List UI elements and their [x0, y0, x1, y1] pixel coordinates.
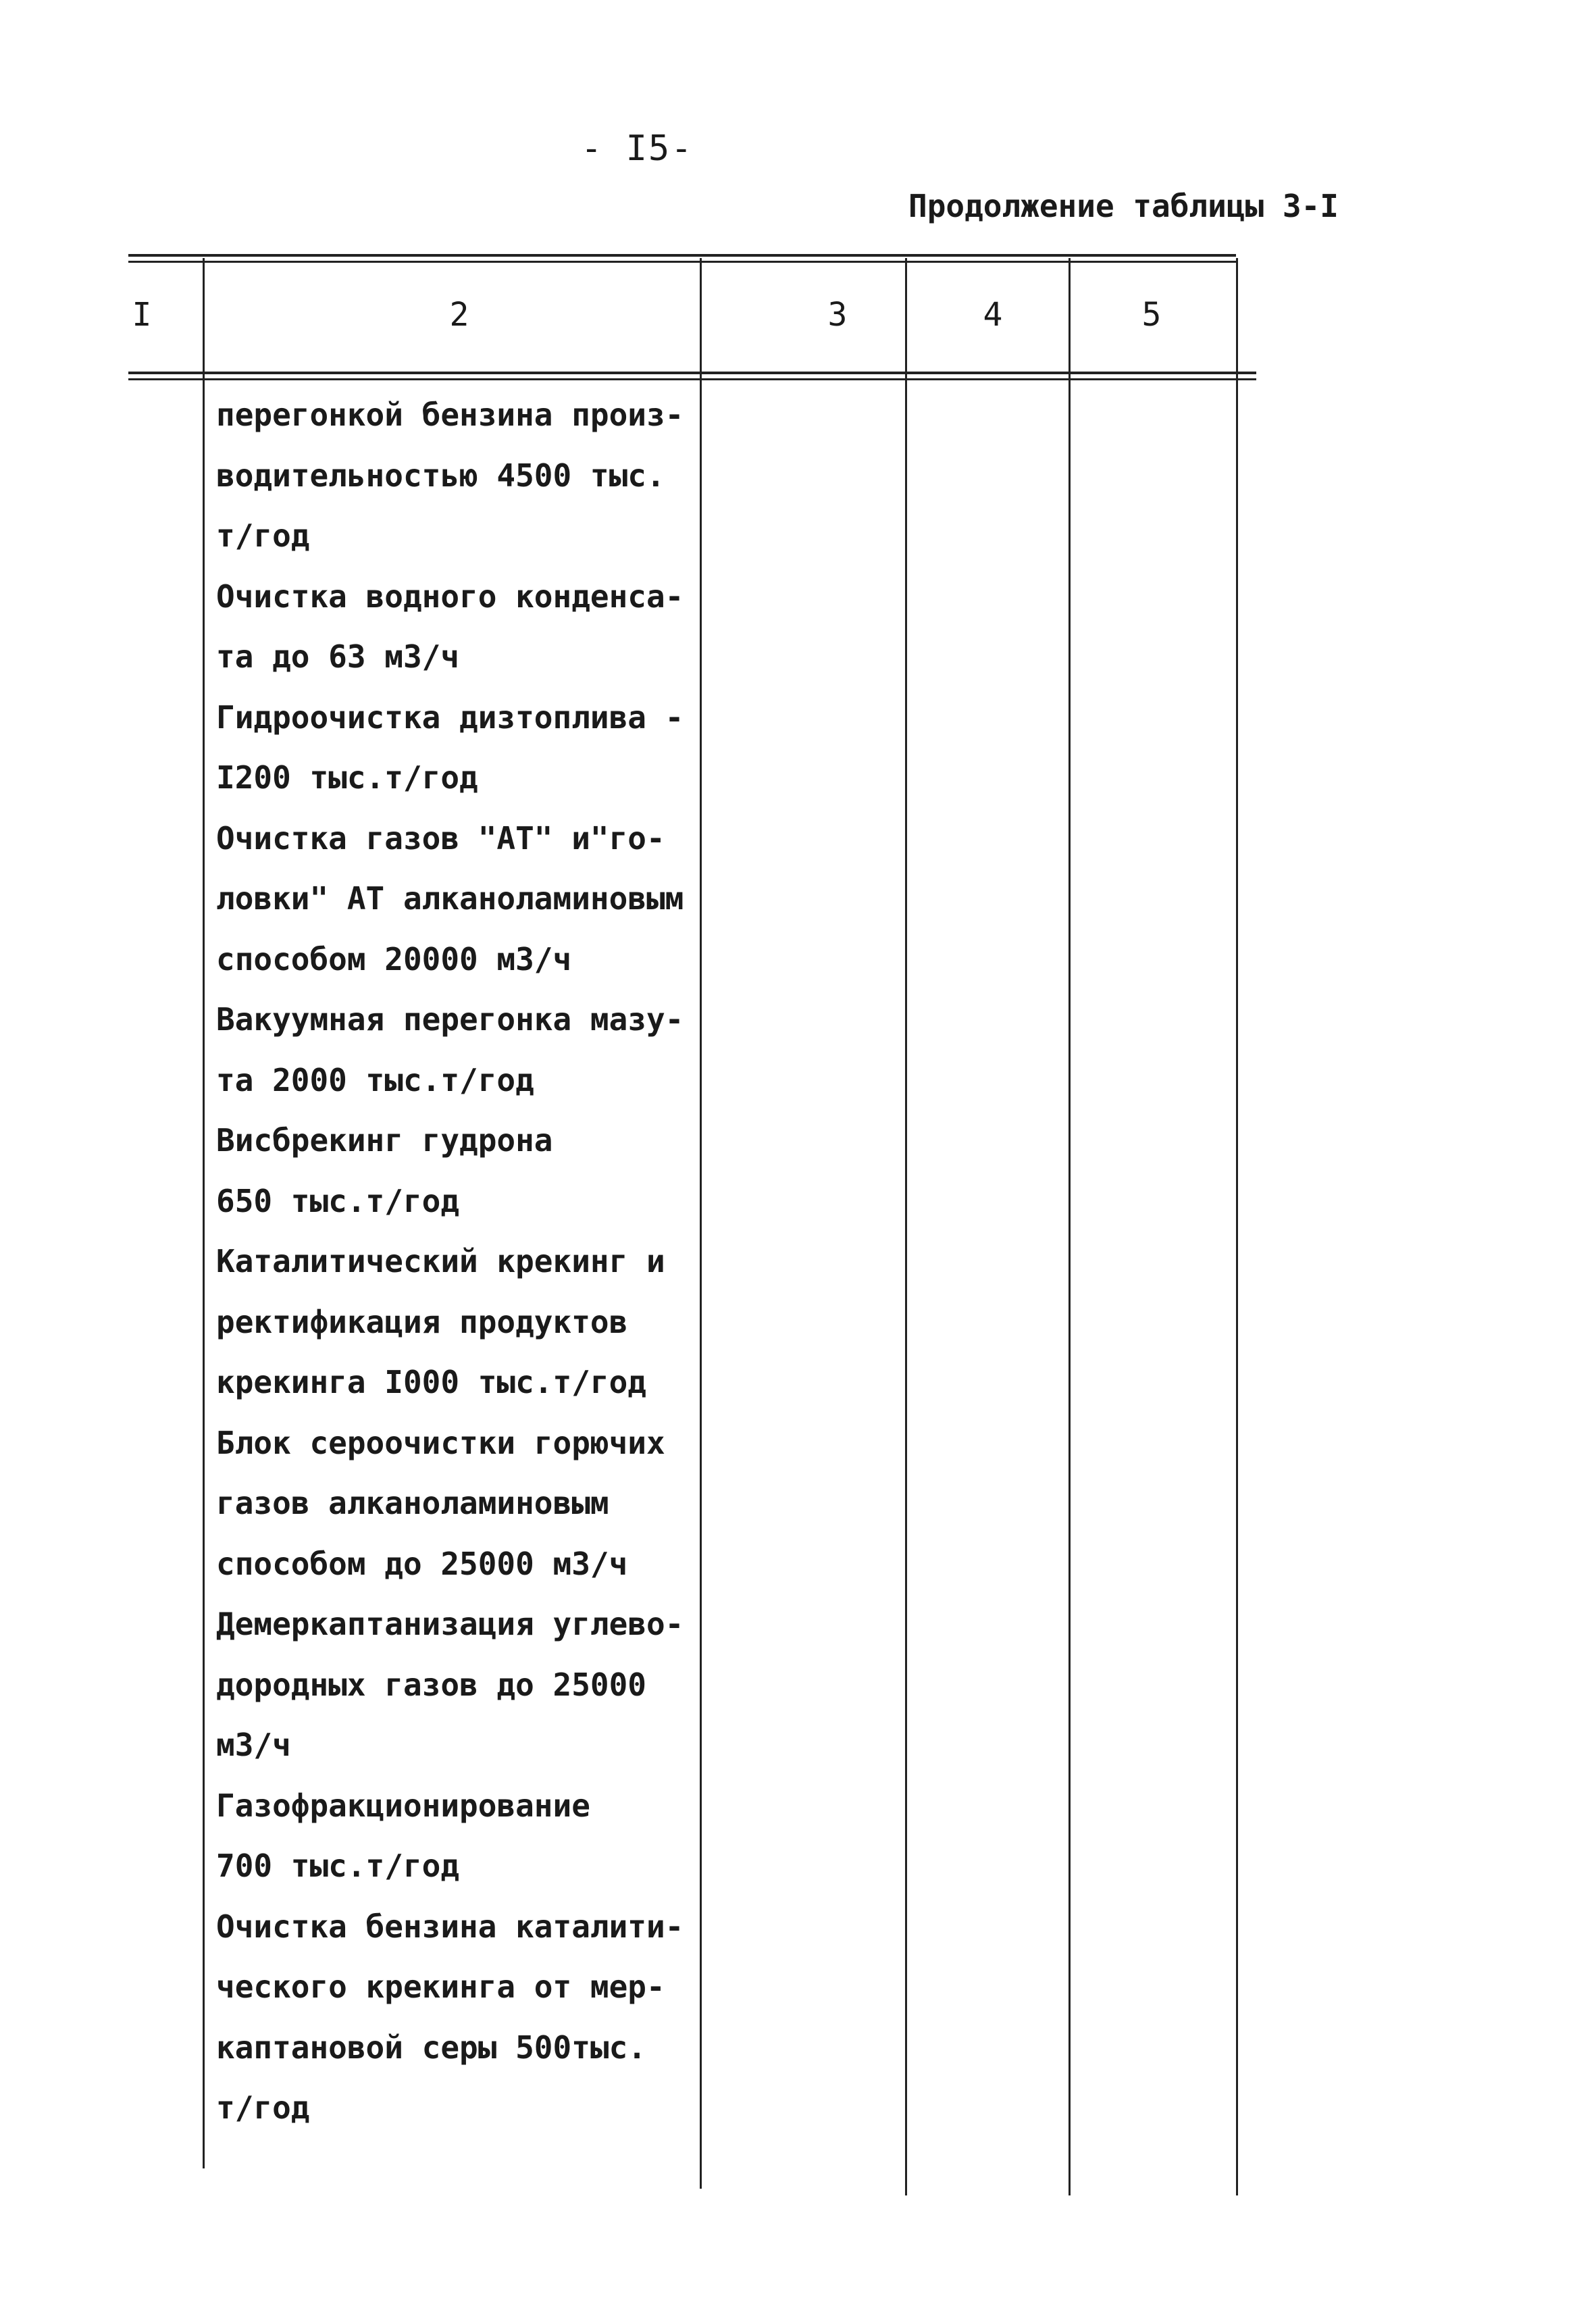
table-text-line: Газофракционирование	[216, 1787, 590, 1824]
column-divider-1	[203, 258, 205, 2168]
table-text-line: та до 63 м3/ч	[216, 638, 460, 675]
table-text-line: I200 тыс.т/год	[216, 759, 478, 796]
table-text-line: та 2000 тыс.т/год	[216, 1061, 534, 1098]
table-text-line: Висбрекинг гудрона	[216, 1122, 553, 1159]
table-text-line: т/год	[216, 517, 310, 554]
table-text-line: Блок сероочистки горючих	[216, 1424, 665, 1461]
table-text-line: Каталитический крекинг и	[216, 1243, 665, 1279]
table-caption: Продолжение таблицы 3-I	[908, 188, 1339, 224]
table-text-line: Очистка газов "АТ" и"го-	[216, 819, 665, 857]
column-header-2: 2	[449, 296, 469, 334]
table-text-line: дородных газов до 25000	[216, 1666, 646, 1703]
table-text-line: способом до 25000 м3/ч	[216, 1545, 628, 1582]
table-top-rule	[128, 254, 1236, 257]
column-divider-3	[905, 258, 907, 2195]
table-text-line: крекинга I000 тыс.т/год	[216, 1364, 646, 1400]
table-header-rule-inner	[128, 378, 1256, 380]
table-text-line: перегонкой бензина произ-	[216, 397, 684, 433]
table-text-line: 650 тыс.т/год	[216, 1182, 460, 1219]
table-text-line: м3/ч	[216, 1727, 291, 1763]
column-divider-4	[1069, 258, 1071, 2195]
table-text-line: ректификация продуктов	[216, 1303, 628, 1340]
table-text-line: т/год	[216, 2089, 310, 2126]
table-text-line: Очистка водного конденса-	[216, 578, 684, 615]
table-text-line: ловки" АТ алканоламиновым	[216, 880, 684, 917]
table-text-line: Гидроочистка дизтоплива -	[216, 698, 684, 736]
table-text-line: ческого крекинга от мер-	[216, 1968, 665, 2005]
table-text-line: водительностью 4500 тыс.	[216, 457, 665, 494]
column-header-3: 3	[827, 296, 848, 334]
column-header-5: 5	[1141, 296, 1162, 334]
table-text-line: способом 20000 м3/ч	[216, 940, 572, 977]
column-header-4: 4	[983, 296, 1003, 334]
table-text-line: Очистка бензина каталити-	[216, 1908, 684, 1945]
table-text-line: каптановой серы 500тыс.	[216, 2029, 646, 2066]
page-number: - I5-	[581, 128, 694, 169]
table-text-line: 700 тыс.т/год	[216, 1848, 460, 1884]
table-text-line: Демеркаптанизация углево-	[216, 1606, 684, 1642]
column-header-1: I	[132, 296, 152, 334]
table-header-rule	[128, 372, 1256, 374]
column-2-content	[216, 385, 702, 2139]
column-divider-5	[1236, 258, 1238, 2195]
table-text-line: Вакуумная перегонка мазу-	[216, 1001, 684, 1038]
table-text-line: газов алканоламиновым	[216, 1485, 609, 1521]
